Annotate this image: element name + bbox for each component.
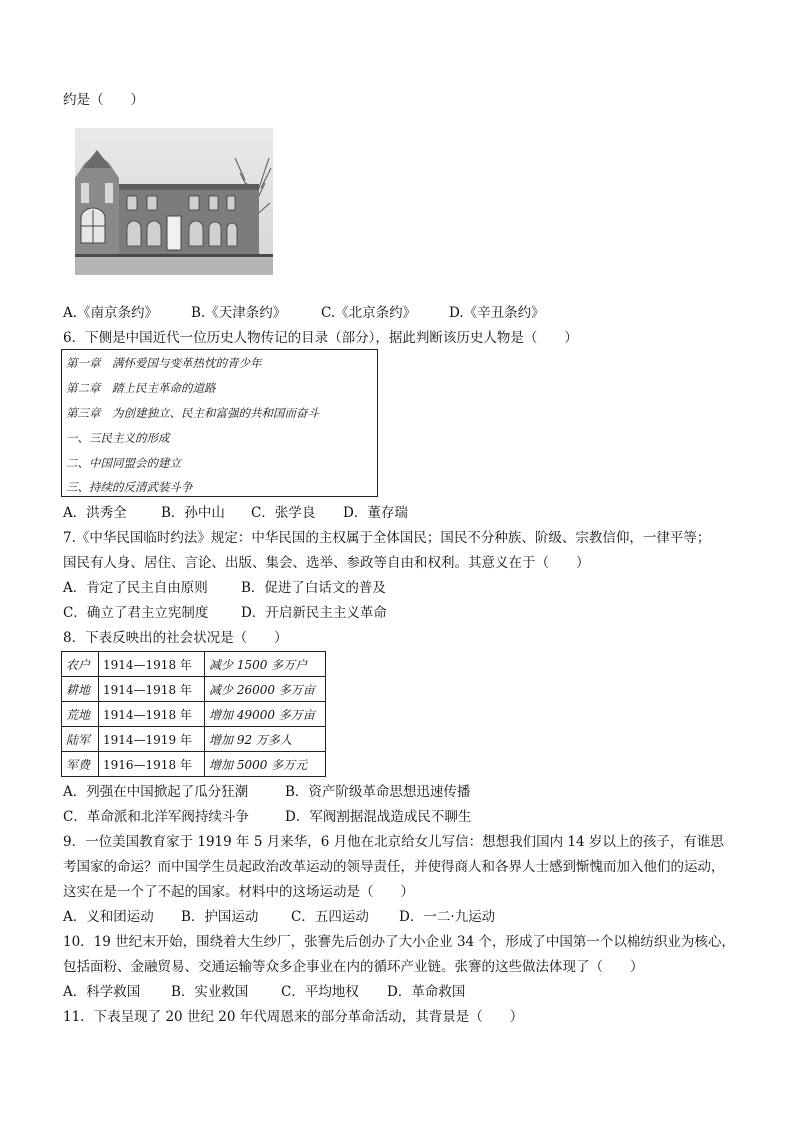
table-row <box>62 652 326 677</box>
q5-option-c: C.《北京条约》 <box>321 305 417 321</box>
toc-section-2: 二、中国同盟会的建立 <box>66 456 181 470</box>
table-row <box>62 702 326 727</box>
q7-option-c: C．确立了君主立宪制度 <box>63 605 209 621</box>
q7-option-a: A．肯定了民主自由原则 <box>63 580 208 596</box>
building-photo-image <box>75 128 273 275</box>
q10-option-d: D．革命救国 <box>387 984 466 1000</box>
q11-stem: 11．下表呈现了 20 世纪 20 年代周恩来的部分革命活动，其背景是（ ） <box>63 1009 524 1025</box>
q8-option-b: B．资产阶级革命思想迅速传播 <box>285 784 471 800</box>
table-row <box>62 677 326 702</box>
table-cell: 1914—1918 年 <box>99 652 205 677</box>
q5-option-d: D.《辛丑条约》 <box>449 305 545 321</box>
table-cell: 军费 <box>62 752 99 777</box>
q7-stem-line1: 7.《中华民国临时约法》规定：中华民国的主权属于全体国民；国民不分种族、阶级、宗教信仰，一律平等； <box>63 530 711 546</box>
building-photo <box>75 128 273 275</box>
toc-chapter-1: 第一章 满怀爱国与变革热忱的青少年 <box>66 356 262 370</box>
q9-stem-line2: 考国家的命运？而中国学生员起政治改革运动的领导责任，并使得商人和各界人士感到惭愧而加入他们的运动， <box>63 859 725 875</box>
table-cell: 陆军 <box>62 727 99 752</box>
table-cell: 增加 49000 多万亩 <box>205 702 326 727</box>
q9-option-a: A．义和团运动 <box>63 909 154 925</box>
q9-option-d: D．一二·九运动 <box>399 909 496 925</box>
q9-stem-line1: 9．一位美国教育家于 1919 年 5 月来华，6 月他在北京给女儿写信：想想我们国内 14 岁以上的孩子，有谁思 <box>63 834 724 850</box>
table-cell: 增加 92 万多人 <box>205 727 326 752</box>
table-cell: 1914—1918 年 <box>99 702 205 727</box>
q6-option-c: C．张学良 <box>251 505 316 521</box>
q7-option-d: D．开启新民主主义革命 <box>241 605 387 621</box>
q6-stem: 6．下侧是中国近代一位历史人物传记的目录（部分），据此判断该历史人物是（ ） <box>63 330 578 346</box>
q7-option-b: B．促进了白话文的普及 <box>241 580 386 596</box>
q5-stem: 约是（ ） <box>63 92 144 108</box>
q10-option-c: C．平均地权 <box>281 984 359 1000</box>
table-cell: 减少 1500 多万户 <box>205 652 326 677</box>
table-cell: 增加 5000 多万元 <box>205 752 326 777</box>
q8-option-d: D．军阀割据混战造成民不聊生 <box>285 809 472 825</box>
q8-statistics-table <box>61 651 326 777</box>
table-row <box>62 752 326 777</box>
toc-section-3: 三、持续的反清武装斗争 <box>66 480 193 494</box>
table-row <box>62 727 326 752</box>
table-cell: 荒地 <box>62 702 99 727</box>
toc-chapter-3: 第三章 为创建独立、民主和富强的共和国而奋斗 <box>66 406 319 420</box>
q7-stem-line2: 国民有人身、居住、言论、出版、集会、选举、参政等自由和权利。其意义在于（ ） <box>63 555 590 571</box>
table-cell: 农户 <box>62 652 99 677</box>
q5-option-a: A.《南京条约》 <box>63 305 159 321</box>
q10-option-a: A．科学救国 <box>63 984 141 1000</box>
q6-option-b: B．孙中山 <box>161 505 225 521</box>
q6-option-a: A．洪秀全 <box>63 505 127 521</box>
q9-stem-line3: 这实在是一个了不起的国家。材料中的这场运动是（ ） <box>63 884 414 900</box>
table-cell: 减少 26000 多万亩 <box>205 677 326 702</box>
table-cell: 1916—1918 年 <box>99 752 205 777</box>
q9-option-c: C．五四运动 <box>291 909 369 925</box>
q9-option-b: B．护国运动 <box>181 909 259 925</box>
q10-stem-line2: 包括面粉、金融贸易、交通运输等众多企事业在内的循环产业链。张謇的这些做法体现了（ ） <box>63 959 644 975</box>
toc-chapter-2: 第二章 踏上民主革命的道路 <box>66 381 216 395</box>
q8-option-a: A．列强在中国掀起了瓜分狂潮 <box>63 784 249 800</box>
q8-stem: 8．下表反映出的社会状况是（ ） <box>63 630 288 646</box>
table-cell: 1914—1919 年 <box>99 727 205 752</box>
biography-toc-box <box>61 349 378 497</box>
q10-stem-line1: 10．19 世纪末开始，围绕着大生纱厂，张謇先后创办了大小企业 34 个，形成了中国第一个以棉纺织业为核心， <box>63 934 735 950</box>
q6-option-d: D．董存瑞 <box>343 505 408 521</box>
q8-option-c: C．革命派和北洋军阀持续斗争 <box>63 809 249 825</box>
q10-option-b: B．实业救国 <box>171 984 249 1000</box>
table-cell: 耕地 <box>62 677 99 702</box>
toc-section-1: 一、三民主义的形成 <box>66 431 170 445</box>
table-cell: 1914—1918 年 <box>99 677 205 702</box>
q5-option-b: B.《天津条约》 <box>191 305 287 321</box>
